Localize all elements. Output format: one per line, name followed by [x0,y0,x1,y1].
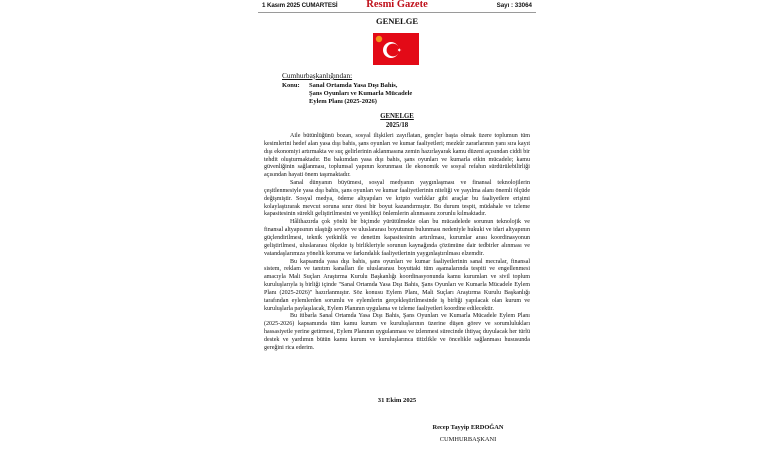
issue-number: Sayı : 33064 [496,2,532,9]
signatory-title: CUMHURBAŞKANI [439,436,497,443]
subject-text [309,82,459,107]
turkish-flag-icon [373,33,419,65]
document-date: 31 Ekim 2025 [377,397,417,404]
subject-line: Eylem Planı (2025-2026) [309,98,377,106]
subject-line: Sanal Ortamda Yasa Dışı Bahis, [309,82,398,89]
gazette-title: Resmi Gazete [366,0,428,10]
document-heading: GENELGE [375,16,419,26]
body-paragraph: Bu itibarla Sanal Ortamda Yasa Dışı Bahis, Şans Oyunları ve Kumarla Mücadele Eylem Planı (2025-2026) kapsamında tüm kamu kurum ve kuruluşlarının üzerine düşen görev ve sorumlulukları hassasiyetle yerine getirmesi, Eylem Planının uygulanması ve izlenmesi sürecinde ihtiyaç duyulacak her türlü destek ve yardımın bütün kamu kurum ve kuruluşlarınca titizlikle ve öncelikle sağlanması hususunda gereğini rica ederim. [264,313,530,351]
subject-line: Şans Oyunları ve Kumarla Mücadele [309,90,413,98]
issuer-label: Cumhurbaşkanlığından: [282,71,353,80]
document-body [264,133,530,353]
issue-date: 1 Kasım 2025 CUMARTESİ [262,2,338,9]
circular-heading: GENELGE [380,113,414,120]
body-paragraph: Hâlihazırda çok yönlü bir biçimde yürütülmekte olan bu mücadelede sorunun teknolojik ve finansal altyapısının ulaştığı seviye ve uluslararası boyutunun bulunması nedeniyle hukuki ve idari altyapının güçlendirilmesi, teknik yetkinlik ve denetim kapasitesinin artırılması, kurumlar arası koordinasyonun geliştirilmesi, uluslararası ölçekte iş birlikleriyle sorunun kaynağında çözümüne dair tedbirler alınması ve vatandaşlarımıza yönelik koruma ve farkındalık faaliyetlerinin yaygınlaştırılması elzemdir. [264,219,530,257]
subject-label: Konu: [282,82,300,89]
body-paragraph: Sanal dünyanın büyümesi, sosyal medyanın yaygınlaşması ve finansal teknolojilerin çeşitlenmesiyle yasa dışı bahis, şans oyunları ve kumar faaliyetlerinin niteliği ve yayılma alanı önemli ölçüde değişmiştir. Sosyal medya, ödeme altyapıları ve kripto varlıklar gibi araçlar bu faaliyetlere erişimi kolaylaştırarak mevcut soruna sınır ötesi bir boyut kazandırmıştır. Bu durum tespit, müdahale ve izleme kapasitesinin sürekli geliştirilmesini ve yenilikçi önlemlerin alınmasını zorunlu kılmaktadır. [264,180,530,218]
signatory-name: Recep Tayyip ERDOĞAN [432,424,504,431]
circular-number: 2025/18 [385,122,409,129]
body-paragraph: Bu kapsamda yasa dışı bahis, şans oyunları ve kumar faaliyetlerinin sanal mecralar, finansal sistem, reklam ve tanıtım kanalları ile uluslararası boyuttaki tüm aşamalarında tespiti ve engellenmesi amacıyla Mali Suçları Araştırma Kurulu Başkanlığı koordinasyonunda kamu kurumları ve sivil toplum kuruluşlarıyla iş birliği içinde "Sanal Ortamda Yasa Dışı Bahis, Şans Oyunları ve Kumarla Mücadele Eylem Planı (2025-2026)" hazırlanmıştır. Söz konusu Eylem Planı, Mali Suçları Araştırma Kurulu Başkanlığı tarafından eylemlerden sorumlu ve eylemlerin gerçekleştirilmesinde iş birliği yapılacak olan kurum ve kuruluşlarla paylaşılacak, Eylem Planının uygulama ve izleme faaliyetleri koordine edilecektir. [264,258,530,312]
body-paragraph: Aile bütünlüğünü bozan, sosyal ilişkileri zayıflatan, gençler başta olmak üzere toplumun tüm kesimlerini hedef alan yasa dışı bahis, şans oyunları ve kumar faaliyetleri; mezkûr zararlarının yanı sıra kayıt dışı ekonomiyi artırmakta ve suç gelirlerinin aklanmasına zemin hazırlayarak kamu düzeni açısından ciddi bir tehdit oluşturmaktadır. Bu bakımdan yasa dışı bahis, şans oyunları ve kumarla etkin mücadele; kamu güvenliğinin sağlanması, toplumsal yapının korunması ile ekonomik ve sosyal refahın sürdürülebilirliği açısından hayati önem taşımaktadır. [264,133,530,179]
gazette-page [258,0,536,450]
gazette-header [258,0,536,13]
